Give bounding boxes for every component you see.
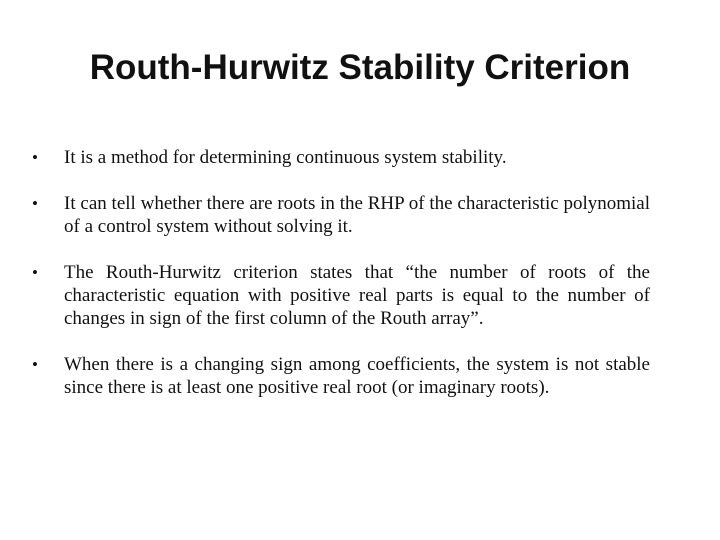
slide-title: Routh-Hurwitz Stability Criterion <box>89 48 631 87</box>
bullet-text: When there is a changing sign among coefficients, the system is not stable since there is at least one positive real root (or imaginary roots). <box>64 354 650 398</box>
bullet-icon: • <box>32 263 38 282</box>
bullet-text: It can tell whether there are roots in the RHP of the characteristic polynomial of a control system without solving it. <box>64 193 650 237</box>
bullet-icon: • <box>32 194 38 213</box>
bullet-text: It is a method for determining continuous system stability. <box>64 147 507 168</box>
bullet-list <box>28 146 650 422</box>
bullet-item <box>28 192 650 238</box>
bullet-item <box>28 146 650 169</box>
bullet-text: The Routh-Hurwitz criterion states that “the number of roots of the characteristic equation with positive real parts is equal to the number of changes in sign of the first column of the Routh array”. <box>64 262 650 329</box>
bullet-icon: • <box>32 355 38 374</box>
bullet-item <box>28 353 650 399</box>
bullet-item <box>28 261 650 330</box>
bullet-icon: • <box>32 148 38 167</box>
